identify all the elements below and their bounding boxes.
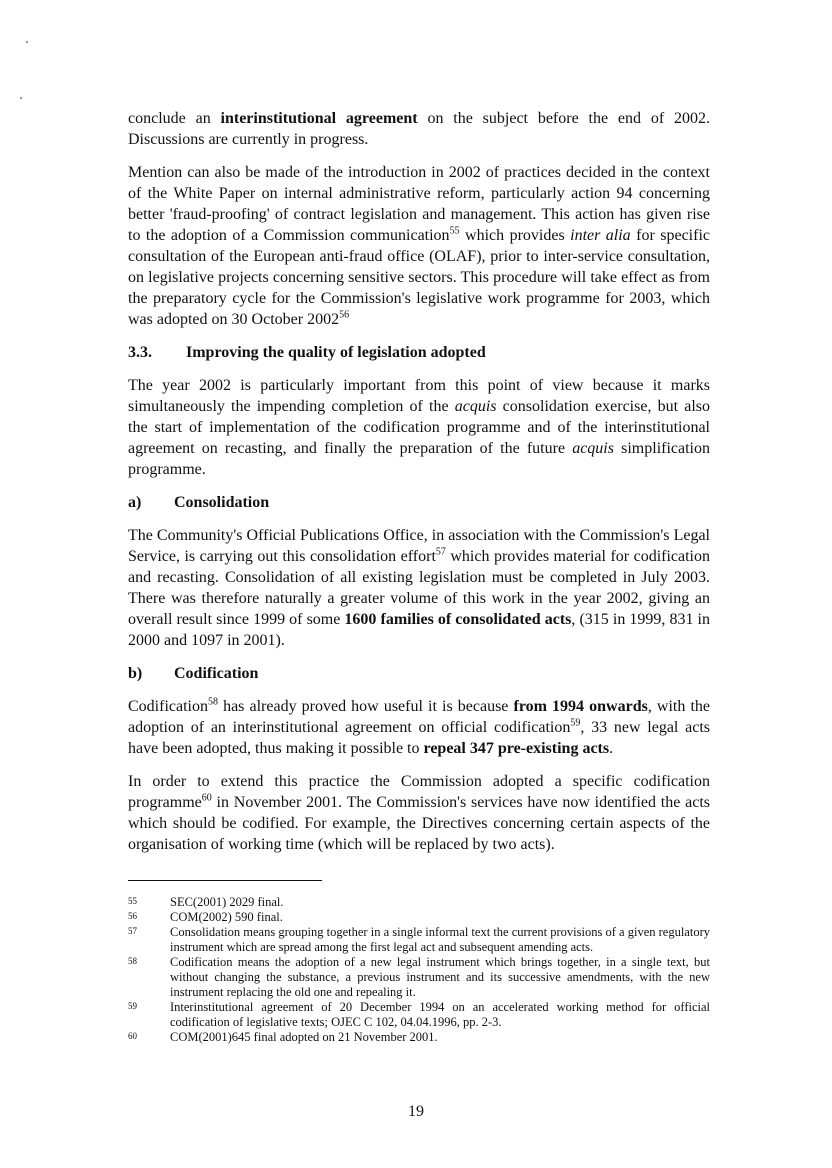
page-number: 19 <box>408 1103 424 1120</box>
footnote-ref: 59 <box>570 717 581 729</box>
paragraph-4: The Community's Official Publications Office, in association with the Commission's Legal Service, is carrying out this consolidation effort$^{57}$ which provides material for codification and recasting. Consolidation of all existing legislation must be completed in July 2003. There was therefore naturally a greater volume of this work in the year 2002, giving an overall result since 1999 of some 1600 families of consolidated acts, (315 in 1999, 831 in 2000 and 1097 in 2001). <box>128 527 711 649</box>
footnote-57: 57 Consolidation means grouping together in a single informal text the current provisions of a given regulatory instrument which are spread among the first legal act and subsequent amending acts. <box>128 925 710 954</box>
footnote-ref: 55 <box>449 225 460 237</box>
footnote-56: 56 COM(2002) 590 final. <box>128 910 283 924</box>
paragraph-1: conclude an interinstitutional agreement on the subject before the end of 2002. Discussions are currently in progress. <box>128 110 711 148</box>
paragraph-3: The year 2002 is particularly important from this point of view because it marks simultaneously the impending completion of the acquis consolidation exercise, but also the start of implementation of the codification programme and of the interinstitutional agreement on recasting, and finally the preparation of the future acquis simplification programme. <box>128 377 711 478</box>
main-text <box>128 108 710 855</box>
paragraph-2: Mention can also be made of the introduction in 2002 of practices decided in the context of the White Paper on internal administrative reform, particularly action 94 concerning better 'fraud-proofing' of contract legislation and management. This action has given rise to the adoption of a Commission communication$^{55}$ which provides inter alia for specific consultation of the European anti-fraud office (OLAF), prior to inter-service consultation, on legislative projects concerning sensitive sectors. This procedure will take effect as from the preparatory cycle for the Commission's legislative work programme for 2003, which was adopted on 30 October 2002$^{56}$ <box>128 164 710 328</box>
footnote-60: 60 COM(2001)645 final adopted on 21 November 2001. <box>128 1030 438 1044</box>
scan-speck <box>26 41 28 43</box>
footnotes <box>128 895 710 1045</box>
paragraph-6: In order to extend this practice the Commission adopted a specific codification programme$^{60}$ in November 2001. The Commission's services have now identified the acts which should be codified. For example, the Directives concerning certain aspects of the organisation of working time (which will be replaced by two acts). <box>128 773 710 853</box>
subheading-consolidation: a) Consolidation <box>128 494 270 511</box>
paragraph-5: Codification$^{58}$ has already proved how useful it is because from 1994 onwards, with the adoption of an interinstitutional agreement on official codification$^{59}$, 33 new legal acts have been adopted, thus making it possible to repeal 347 pre-existing acts. <box>128 696 711 757</box>
footnote-ref: 58 <box>207 696 218 708</box>
subheading-codification: b) Codification <box>128 665 259 682</box>
footnote-ref: 60 <box>201 792 212 804</box>
footnote-separator <box>128 880 322 881</box>
footnote-ref: 57 <box>435 546 446 558</box>
footnote-55: 55 SEC(2001) 2029 final. <box>128 895 284 909</box>
footnote-58: 58 Codification means the adoption of a new legal instrument which brings together, in a single text, but without changing the substance, a previous instrument and its successive amendments, with the new instrument replacing the old one and repealing it. <box>128 955 710 999</box>
section-heading-3-3: 3.3. Improving the quality of legislation adopted <box>128 344 486 361</box>
footnote-ref: 56 <box>339 309 350 321</box>
footnote-59: 59 Interinstitutional agreement of 20 December 1994 on an accelerated working method for official codification of legislative texts; OJEC C 102, 04.04.1996, pp. 2-3. <box>128 1000 710 1029</box>
scan-speck <box>20 97 22 99</box>
